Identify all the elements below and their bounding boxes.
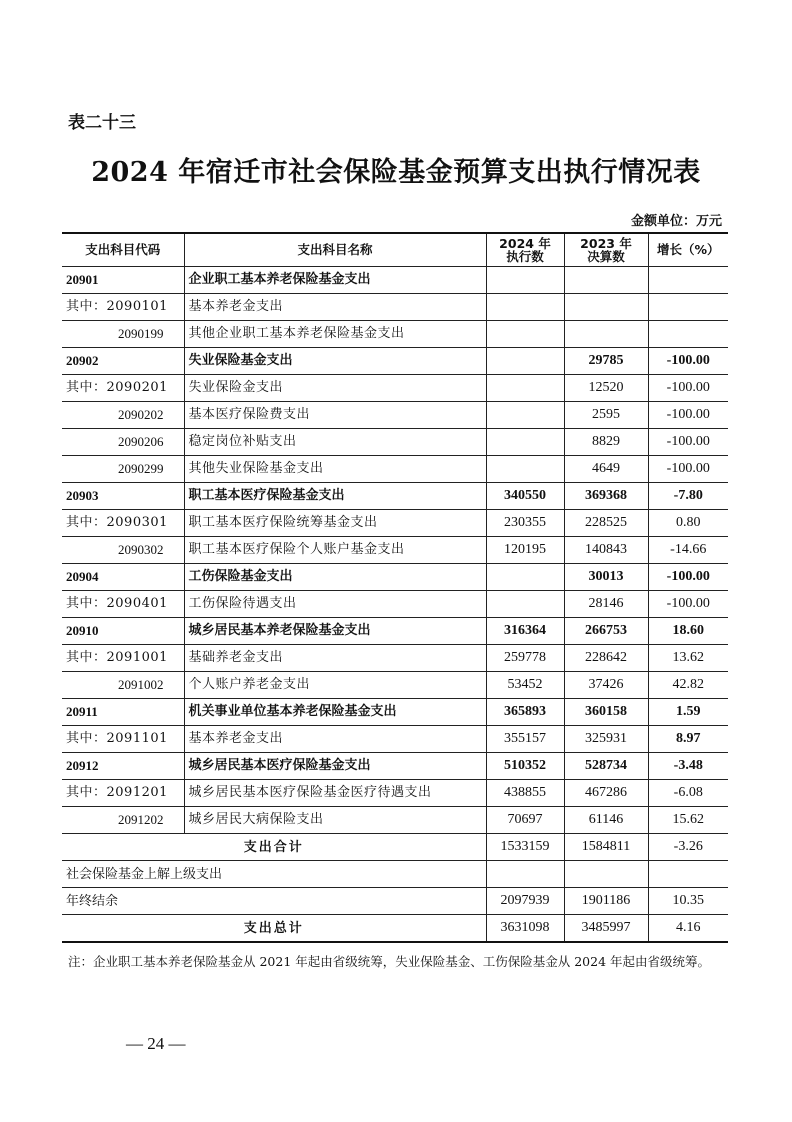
row-value-2024 (486, 429, 564, 456)
header-final-2023 (564, 233, 648, 267)
row-code: 其中：2091101 (62, 726, 184, 753)
row-value-2023: 8829 (564, 429, 648, 456)
row-name: 工伤保险基金支出 (184, 564, 486, 591)
row-value-2023: 528734 (564, 753, 648, 780)
table-row (62, 267, 728, 294)
row-name: 基本医疗保险费支出 (184, 402, 486, 429)
row-name: 其他失业保险基金支出 (184, 456, 486, 483)
row-code: 2090206 (62, 429, 184, 456)
row-growth: -100.00 (648, 375, 728, 402)
row-value-2023: 266753 (564, 618, 648, 645)
row-growth: -100.00 (648, 456, 728, 483)
expenditure-table (62, 232, 728, 943)
table-row (62, 699, 728, 726)
row-value-2024: 259778 (486, 645, 564, 672)
row-growth: -100.00 (648, 591, 728, 618)
table-row (62, 510, 728, 537)
row-name: 其他企业职工基本养老保险基金支出 (184, 321, 486, 348)
row-growth: -100.00 (648, 348, 728, 375)
table-row (62, 564, 728, 591)
row-name: 失业保险基金支出 (184, 348, 486, 375)
row-value-2024: 510352 (486, 753, 564, 780)
row-value-2023: 228525 (564, 510, 648, 537)
row-code: 20903 (62, 483, 184, 510)
row-value-2023: 467286 (564, 780, 648, 807)
row-value-2024: 438855 (486, 780, 564, 807)
row-growth: 13.62 (648, 645, 728, 672)
header-final-2023-line2: 决算数 (587, 249, 625, 264)
table-row (62, 402, 728, 429)
row-value-2024: 340550 (486, 483, 564, 510)
table-row (62, 672, 728, 699)
row-name: 基本养老金支出 (184, 726, 486, 753)
row-value-2024: 120195 (486, 537, 564, 564)
row-value-2024: 316364 (486, 618, 564, 645)
table-row (62, 348, 728, 375)
row-value-2024 (486, 402, 564, 429)
row-code: 其中：2090101 (62, 294, 184, 321)
row-value-2024 (486, 348, 564, 375)
row-value-2023: 360158 (564, 699, 648, 726)
row-code: 20902 (62, 348, 184, 375)
row-code: 其中：2091001 (62, 645, 184, 672)
row-growth (648, 267, 728, 294)
table-row (62, 726, 728, 753)
remit-row (62, 861, 728, 888)
row-growth: -100.00 (648, 402, 728, 429)
table-row (62, 456, 728, 483)
footnote: 注：企业职工基本养老保险基金从 2021 年起由省级统筹，失业保险基金、工伤保险基金从 2024 年起由省级统筹。 (68, 954, 711, 969)
row-growth: -7.80 (648, 483, 728, 510)
row-growth (648, 321, 728, 348)
year-end-label: 年终结余 (62, 888, 486, 915)
total-value-2024: 3631098 (486, 915, 564, 943)
subtotal-value-2023: 1584811 (564, 834, 648, 861)
unit-label: 金额单位：万元 (630, 214, 722, 229)
table-row (62, 429, 728, 456)
row-code: 2091202 (62, 807, 184, 834)
table-header-row (62, 233, 728, 267)
row-code: 其中：2090201 (62, 375, 184, 402)
row-value-2024: 70697 (486, 807, 564, 834)
row-growth: 15.62 (648, 807, 728, 834)
table-row (62, 294, 728, 321)
row-code: 20912 (62, 753, 184, 780)
row-value-2023: 30013 (564, 564, 648, 591)
row-name: 城乡居民基本养老保险基金支出 (184, 618, 486, 645)
row-growth: 1.59 (648, 699, 728, 726)
row-name: 基础养老金支出 (184, 645, 486, 672)
row-value-2024 (486, 267, 564, 294)
row-value-2024 (486, 564, 564, 591)
row-growth: -100.00 (648, 429, 728, 456)
header-exec-2024-line1: 2024 年 (499, 236, 551, 251)
row-growth: 42.82 (648, 672, 728, 699)
row-code: 其中：2090301 (62, 510, 184, 537)
page-title: 2024 年宿迁市社会保险基金预算支出执行情况表 (91, 157, 701, 188)
remit-value-2024 (486, 861, 564, 888)
row-code: 20901 (62, 267, 184, 294)
table-row (62, 537, 728, 564)
table-row (62, 753, 728, 780)
row-value-2024 (486, 591, 564, 618)
row-value-2024 (486, 456, 564, 483)
row-name: 稳定岗位补贴支出 (184, 429, 486, 456)
row-value-2023: 28146 (564, 591, 648, 618)
row-code: 2091002 (62, 672, 184, 699)
row-name: 城乡居民大病保险支出 (184, 807, 486, 834)
row-value-2023: 140843 (564, 537, 648, 564)
total-growth: 4.16 (648, 915, 728, 943)
row-value-2023: 325931 (564, 726, 648, 753)
row-code: 2090202 (62, 402, 184, 429)
table-row (62, 807, 728, 834)
remit-value-2023 (564, 861, 648, 888)
header-final-2023-line1: 2023 年 (580, 236, 632, 251)
table-row (62, 618, 728, 645)
row-code: 20911 (62, 699, 184, 726)
row-name: 城乡居民基本医疗保险基金支出 (184, 753, 486, 780)
row-value-2023 (564, 321, 648, 348)
row-code: 2090299 (62, 456, 184, 483)
header-code: 支出科目代码 (62, 233, 184, 267)
subtotal-row (62, 834, 728, 861)
table-row (62, 645, 728, 672)
row-name: 企业职工基本养老保险基金支出 (184, 267, 486, 294)
row-value-2024: 365893 (486, 699, 564, 726)
row-growth: -100.00 (648, 564, 728, 591)
table-row (62, 321, 728, 348)
row-growth: -14.66 (648, 537, 728, 564)
year-end-value-2024: 2097939 (486, 888, 564, 915)
row-value-2024: 53452 (486, 672, 564, 699)
row-name: 职工基本医疗保险基金支出 (184, 483, 486, 510)
row-growth: -3.48 (648, 753, 728, 780)
table-row (62, 780, 728, 807)
table-row (62, 483, 728, 510)
row-value-2024 (486, 321, 564, 348)
row-value-2023: 29785 (564, 348, 648, 375)
row-code: 2090199 (62, 321, 184, 348)
row-name: 城乡居民基本医疗保险基金医疗待遇支出 (184, 780, 486, 807)
row-value-2023: 61146 (564, 807, 648, 834)
remit-label: 社会保险基金上解上级支出 (62, 861, 486, 888)
row-code: 20910 (62, 618, 184, 645)
row-growth (648, 294, 728, 321)
page-number: — 24 — (126, 1034, 186, 1053)
row-name: 职工基本医疗保险个人账户基金支出 (184, 537, 486, 564)
year-end-value-2023: 1901186 (564, 888, 648, 915)
total-row (62, 915, 728, 943)
header-exec-2024 (486, 233, 564, 267)
subtotal-value-2024: 1533159 (486, 834, 564, 861)
row-value-2024 (486, 375, 564, 402)
row-growth: 18.60 (648, 618, 728, 645)
row-value-2024: 230355 (486, 510, 564, 537)
remit-growth (648, 861, 728, 888)
row-growth: -6.08 (648, 780, 728, 807)
row-value-2024 (486, 294, 564, 321)
row-value-2023: 2595 (564, 402, 648, 429)
row-value-2023 (564, 294, 648, 321)
row-growth: 8.97 (648, 726, 728, 753)
row-code: 2090302 (62, 537, 184, 564)
row-code: 其中：2091201 (62, 780, 184, 807)
total-label: 支出总计 (62, 915, 486, 943)
row-code: 其中：2090401 (62, 591, 184, 618)
year-end-row (62, 888, 728, 915)
row-value-2023 (564, 267, 648, 294)
row-name: 失业保险金支出 (184, 375, 486, 402)
row-value-2023: 4649 (564, 456, 648, 483)
row-value-2023: 369368 (564, 483, 648, 510)
header-name: 支出科目名称 (184, 233, 486, 267)
row-name: 个人账户养老金支出 (184, 672, 486, 699)
row-name: 职工基本医疗保险统筹基金支出 (184, 510, 486, 537)
row-value-2023: 12520 (564, 375, 648, 402)
row-name: 基本养老金支出 (184, 294, 486, 321)
row-name: 工伤保险待遇支出 (184, 591, 486, 618)
table-label: 表二十三 (68, 113, 136, 133)
row-code: 20904 (62, 564, 184, 591)
row-name: 机关事业单位基本养老保险基金支出 (184, 699, 486, 726)
header-growth: 增长（%） (648, 233, 728, 267)
row-value-2023: 228642 (564, 645, 648, 672)
table-row (62, 375, 728, 402)
row-value-2024: 355157 (486, 726, 564, 753)
table-row (62, 591, 728, 618)
year-end-growth: 10.35 (648, 888, 728, 915)
row-value-2023: 37426 (564, 672, 648, 699)
subtotal-label: 支出合计 (62, 834, 486, 861)
total-value-2023: 3485997 (564, 915, 648, 943)
row-growth: 0.80 (648, 510, 728, 537)
header-exec-2024-line2: 执行数 (506, 249, 544, 264)
subtotal-growth: -3.26 (648, 834, 728, 861)
